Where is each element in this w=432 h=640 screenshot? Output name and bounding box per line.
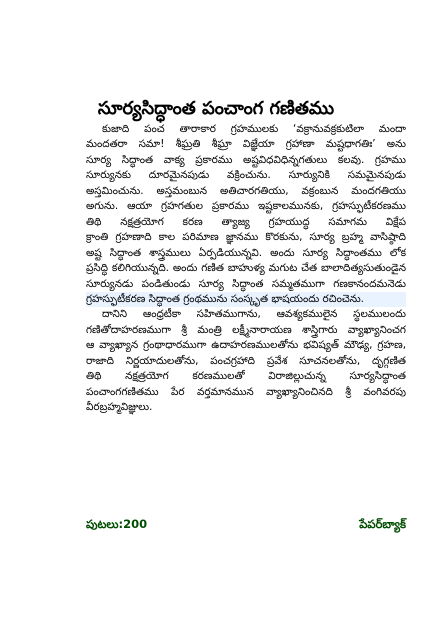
text-line: అష్ట సిద్ధాంత శాస్త్రములు ఏర్పడియున్నవి. అందు సూర్య సిద్ధాంతము లోక bbox=[86, 246, 406, 259]
text-line: తిథి నక్షత్రయోగ కరణ త్యాజ్య గ్రహయుద్ధ సమాగమ విక్షేప bbox=[86, 215, 406, 228]
text-line: వీరబ్రహ్మవిజ్ఞులు. bbox=[86, 401, 153, 414]
text-line: గ్రహస్ఫుటీకరణ సిద్ధాంత గ్రంథమును సంస్కృత భాషయందు రచించెను. bbox=[86, 292, 406, 307]
text-line: అగును. ఆయా గ్రహగతుల ప్రకారము ఇష్టకాలమునకు, గ్రహస్ఫుటీకరణము bbox=[86, 200, 406, 213]
binding-type: పేపర్‌బ్యాక్ bbox=[359, 517, 406, 531]
text-line: తిథి నక్షత్రయోగ కరణములతో విరాజిల్లుచున్న సూర్యసిద్ధాంత bbox=[86, 370, 406, 383]
text-line: ప్రసిద్ధి కలిగియున్నది. అందు గణిత బాహుళ్య మగుట చేత బాలాదిత్యసుతుండైన bbox=[86, 262, 406, 275]
text-line: సూర్యునడు పండితుండు సూర్య సిద్ధాంత సమ్మతముగా గణకానందమనెడు bbox=[86, 277, 406, 290]
text-line: దానిని ఆంధ్రటీకా సహితముగాను, ఆవశ్యకములైన స్థలములందు bbox=[102, 308, 406, 321]
text-line: రాజాది నిర్ణయాదులతోను, పంచగ్రహాది ప్రవేశ సూచనలతోను, దృగ్గణిత bbox=[86, 354, 406, 367]
text-line: కుజాది పంచ తారాకార గ్రహములకు ‘వక్రానువక్రకుటిలా మందా bbox=[102, 123, 406, 135]
text-line: క్రాంతి గ్రహణాది కాల పరిమాణ జ్ఞానము కొరకును, సూర్య బ్రహ్మ వాసిష్ఠాది bbox=[86, 231, 406, 244]
text-line: గణితోదాహరణముగా శ్రీ మంత్రి లక్ష్మీనారాయణ శాస్త్రిగారు వ్యాఖ్యానించగ bbox=[86, 323, 406, 336]
page-title: సూర్యసిద్ధాంత పంచాంగ గణితము bbox=[97, 98, 335, 119]
text-line: సూర్య సిద్ధాంత వాక్య ప్రకారము అష్టవిధవిధిన్నగతులు కలవు. గ్రహము bbox=[86, 153, 406, 166]
text-line: ఆ వ్యాఖ్యాన గ్రంథాధారముగా ఉదాహరణములతోను భవిష్యత్ మౌఢ్య, గ్రహణ, bbox=[86, 339, 406, 352]
text-line: మందతరా సమా! శీఘ్రతి శీఘ్రా విజ్ఞేయా గ్రహాణా మష్టధాగతిః’ అను bbox=[86, 138, 406, 151]
text-line: పంచాంగగణితము పేర వర్తమానమున వ్యాఖ్యానించినది శ్రీ వంగివరపు bbox=[86, 385, 406, 398]
text-line: సూర్యునకు దూరమైనపుడు వక్రించును. సూర్యునికి సమమైనపుడు bbox=[86, 169, 406, 182]
page-count: పుటలు:200 bbox=[86, 517, 148, 531]
description-body bbox=[86, 122, 406, 416]
text-line: అస్తమించును. అస్తమంబున అతిచారగతియు, వక్రంబున మందగతియు bbox=[86, 184, 406, 197]
